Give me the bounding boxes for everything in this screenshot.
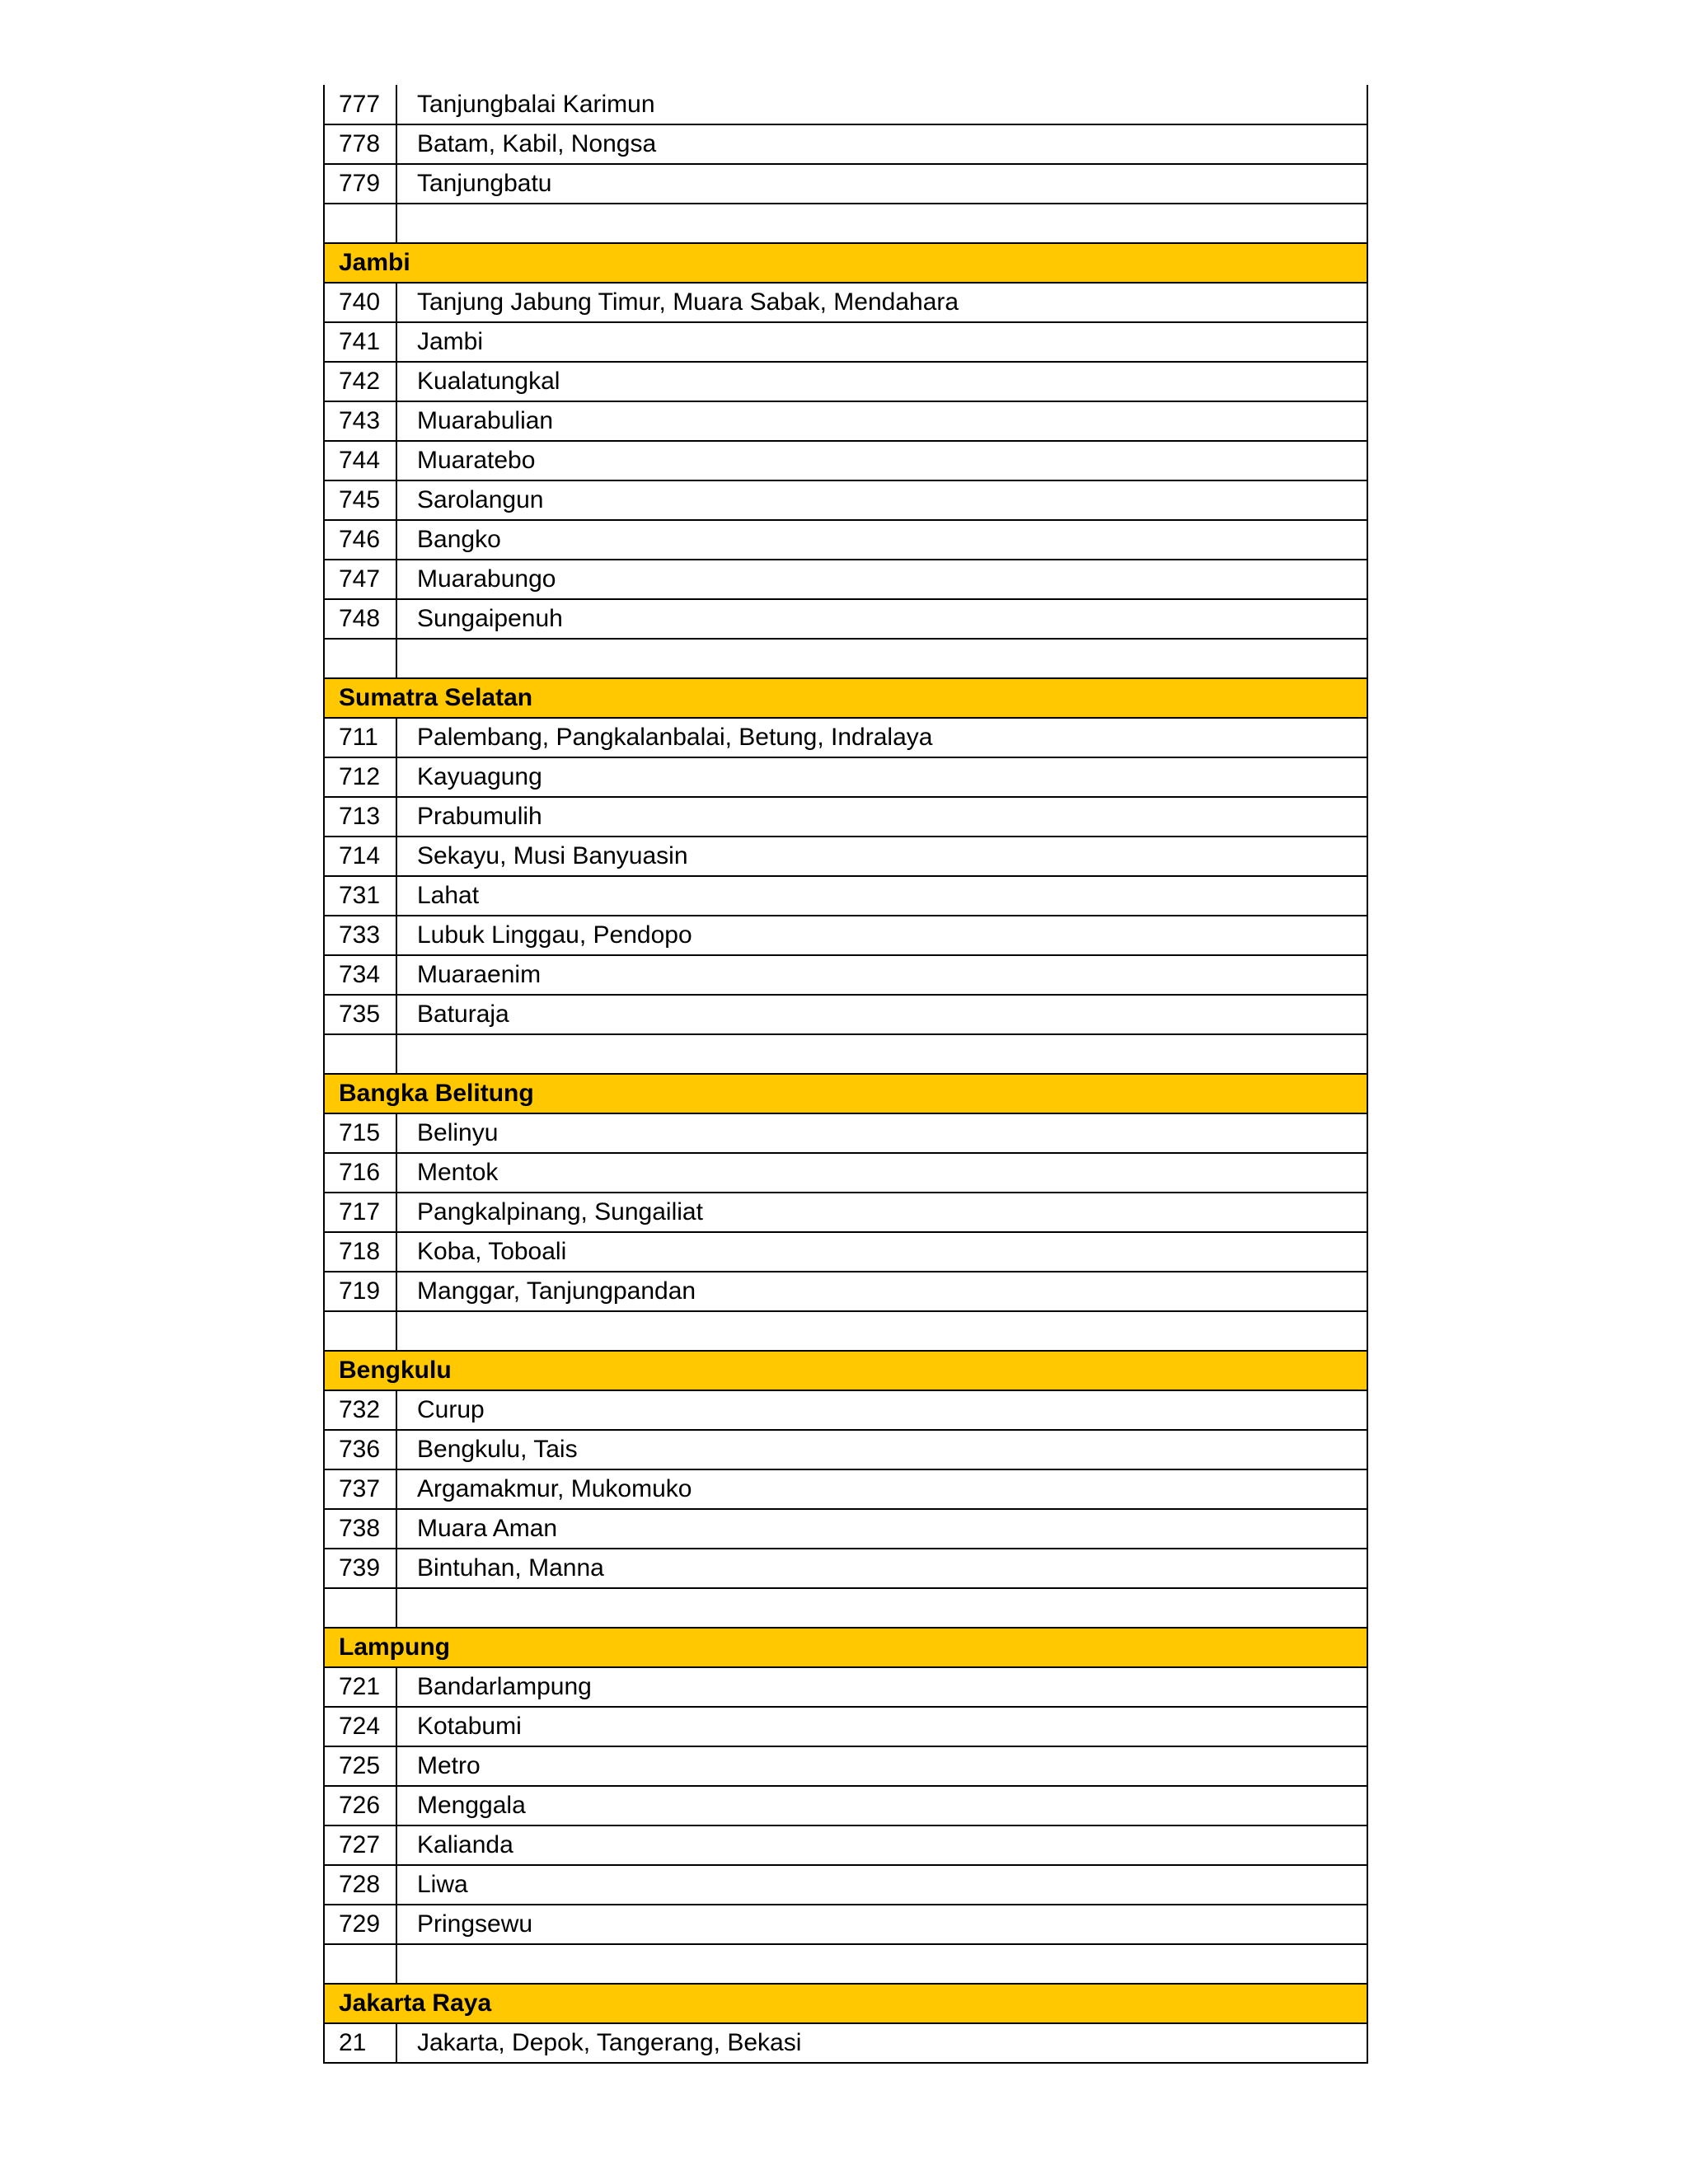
city-name-cell: Metro (396, 1746, 1367, 1786)
city-name-cell: Koba, Toboali (396, 1232, 1367, 1272)
table-row (324, 85, 1367, 124)
city-name-cell: Jambi (396, 322, 1367, 362)
city-name-cell: Muara Aman (396, 1509, 1367, 1549)
city-name-cell (396, 1311, 1367, 1351)
area-code-cell (324, 1944, 396, 1984)
table-row (324, 283, 1367, 322)
city-name-cell: Kalianda (396, 1825, 1367, 1865)
table-row (324, 1746, 1367, 1786)
city-name-cell: Muarabulian (396, 401, 1367, 441)
table-row (324, 876, 1367, 916)
table-row (324, 1272, 1367, 1311)
city-name-cell (396, 204, 1367, 243)
area-code-cell: 732 (324, 1390, 396, 1430)
table-row (324, 1707, 1367, 1746)
city-name-cell: Bintuhan, Manna (396, 1549, 1367, 1588)
region-header-row (324, 243, 1367, 283)
area-code-cell: 716 (324, 1153, 396, 1193)
city-name-cell: Kualatungkal (396, 362, 1367, 401)
area-code-cell: 719 (324, 1272, 396, 1311)
area-code-cell: 748 (324, 599, 396, 639)
table-row (324, 1944, 1367, 1984)
city-name-cell (396, 1588, 1367, 1628)
area-code-cell: 733 (324, 916, 396, 955)
area-code-cell: 713 (324, 797, 396, 837)
city-name-cell: Jakarta, Depok, Tangerang, Bekasi (396, 2023, 1367, 2063)
city-name-cell: Prabumulih (396, 797, 1367, 837)
area-code-cell: 715 (324, 1113, 396, 1153)
city-name-cell: Sekayu, Musi Banyuasin (396, 837, 1367, 876)
region-header-row (324, 1351, 1367, 1390)
region-header-row (324, 1628, 1367, 1667)
area-code-cell: 736 (324, 1430, 396, 1469)
region-name: Sumatra Selatan (324, 678, 1367, 718)
area-code-cell: 747 (324, 560, 396, 599)
area-code-cell: 744 (324, 441, 396, 480)
city-name-cell: Muarabungo (396, 560, 1367, 599)
table-row (324, 2023, 1367, 2063)
table-row (324, 1667, 1367, 1707)
city-name-cell: Sungaipenuh (396, 599, 1367, 639)
area-code-cell: 727 (324, 1825, 396, 1865)
area-code-cell: 778 (324, 124, 396, 164)
area-code-cell: 745 (324, 480, 396, 520)
area-code-cell: 741 (324, 322, 396, 362)
city-name-cell: Belinyu (396, 1113, 1367, 1153)
city-name-cell: Lubuk Linggau, Pendopo (396, 916, 1367, 955)
table-row (324, 916, 1367, 955)
table-row (324, 837, 1367, 876)
city-name-cell: Tanjungbatu (396, 164, 1367, 204)
city-name-cell: Pangkalpinang, Sungailiat (396, 1193, 1367, 1232)
city-name-cell: Liwa (396, 1865, 1367, 1905)
area-code-cell: 742 (324, 362, 396, 401)
area-code-cell: 21 (324, 2023, 396, 2063)
table-row (324, 1113, 1367, 1153)
city-name-cell: Mentok (396, 1153, 1367, 1193)
area-code-cell: 779 (324, 164, 396, 204)
table-row (324, 124, 1367, 164)
area-code-cell: 721 (324, 1667, 396, 1707)
table-row (324, 757, 1367, 797)
region-header-row (324, 1984, 1367, 2023)
table-row (324, 1193, 1367, 1232)
city-name-cell: Baturaja (396, 995, 1367, 1034)
area-code-cell (324, 1034, 396, 1074)
table-row (324, 322, 1367, 362)
table-row (324, 1034, 1367, 1074)
table-row (324, 1311, 1367, 1351)
area-code-cell: 711 (324, 718, 396, 757)
city-name-cell: Pringsewu (396, 1905, 1367, 1944)
city-name-cell (396, 639, 1367, 678)
area-code-cell: 728 (324, 1865, 396, 1905)
area-code-cell: 734 (324, 955, 396, 995)
city-name-cell: Manggar, Tanjungpandan (396, 1272, 1367, 1311)
area-code-cell: 725 (324, 1746, 396, 1786)
city-name-cell: Bangko (396, 520, 1367, 560)
area-code-cell (324, 1588, 396, 1628)
table-row (324, 1469, 1367, 1509)
area-code-cell: 737 (324, 1469, 396, 1509)
city-name-cell: Muaraenim (396, 955, 1367, 995)
city-name-cell: Lahat (396, 876, 1367, 916)
table-row (324, 1786, 1367, 1825)
area-code-cell: 717 (324, 1193, 396, 1232)
table-row (324, 639, 1367, 678)
area-code-cell: 726 (324, 1786, 396, 1825)
city-name-cell: Palembang, Pangkalanbalai, Betung, Indralaya (396, 718, 1367, 757)
table-row (324, 599, 1367, 639)
city-name-cell: Kotabumi (396, 1707, 1367, 1746)
city-name-cell: Kayuagung (396, 757, 1367, 797)
area-code-cell: 739 (324, 1549, 396, 1588)
table-row (324, 1153, 1367, 1193)
table-row (324, 1549, 1367, 1588)
table-row (324, 560, 1367, 599)
table-row (324, 362, 1367, 401)
area-code-cell: 718 (324, 1232, 396, 1272)
area-code-cell: 729 (324, 1905, 396, 1944)
city-name-cell: Sarolangun (396, 480, 1367, 520)
area-code-cell (324, 639, 396, 678)
region-name: Jakarta Raya (324, 1984, 1367, 2023)
region-name: Lampung (324, 1628, 1367, 1667)
city-name-cell (396, 1034, 1367, 1074)
table-row (324, 520, 1367, 560)
area-code-cell (324, 204, 396, 243)
table-row (324, 995, 1367, 1034)
table-row (324, 1588, 1367, 1628)
city-name-cell: Bandarlampung (396, 1667, 1367, 1707)
region-name: Bengkulu (324, 1351, 1367, 1390)
city-name-cell: Bengkulu, Tais (396, 1430, 1367, 1469)
area-code-cell: 712 (324, 757, 396, 797)
area-code-cell: 731 (324, 876, 396, 916)
table-row (324, 1232, 1367, 1272)
city-name-cell: Muaratebo (396, 441, 1367, 480)
city-name-cell: Tanjung Jabung Timur, Muara Sabak, Mendahara (396, 283, 1367, 322)
table-row (324, 1430, 1367, 1469)
table-row (324, 1390, 1367, 1430)
table-row (324, 1865, 1367, 1905)
table-row (324, 1825, 1367, 1865)
area-code-cell: 743 (324, 401, 396, 441)
table-row (324, 797, 1367, 837)
table-row (324, 955, 1367, 995)
city-name-cell: Argamakmur, Mukomuko (396, 1469, 1367, 1509)
table-row (324, 1905, 1367, 1944)
region-header-row (324, 1074, 1367, 1113)
area-code-cell: 746 (324, 520, 396, 560)
city-name-cell: Curup (396, 1390, 1367, 1430)
area-code-cell: 738 (324, 1509, 396, 1549)
region-name: Bangka Belitung (324, 1074, 1367, 1113)
area-code-cell: 777 (324, 85, 396, 124)
city-name-cell: Tanjungbalai Karimun (396, 85, 1367, 124)
area-code-cell: 714 (324, 837, 396, 876)
area-code-cell: 735 (324, 995, 396, 1034)
table-row (324, 441, 1367, 480)
region-header-row (324, 678, 1367, 718)
table-row (324, 480, 1367, 520)
area-code-table (323, 85, 1368, 2064)
table-row (324, 1509, 1367, 1549)
city-name-cell (396, 1944, 1367, 1984)
area-code-cell: 724 (324, 1707, 396, 1746)
area-code-cell (324, 1311, 396, 1351)
table-row (324, 164, 1367, 204)
city-name-cell: Menggala (396, 1786, 1367, 1825)
table-row (324, 718, 1367, 757)
city-name-cell: Batam, Kabil, Nongsa (396, 124, 1367, 164)
table-row (324, 204, 1367, 243)
region-name: Jambi (324, 243, 1367, 283)
table-body (324, 85, 1367, 2063)
table-row (324, 401, 1367, 441)
area-code-cell: 740 (324, 283, 396, 322)
